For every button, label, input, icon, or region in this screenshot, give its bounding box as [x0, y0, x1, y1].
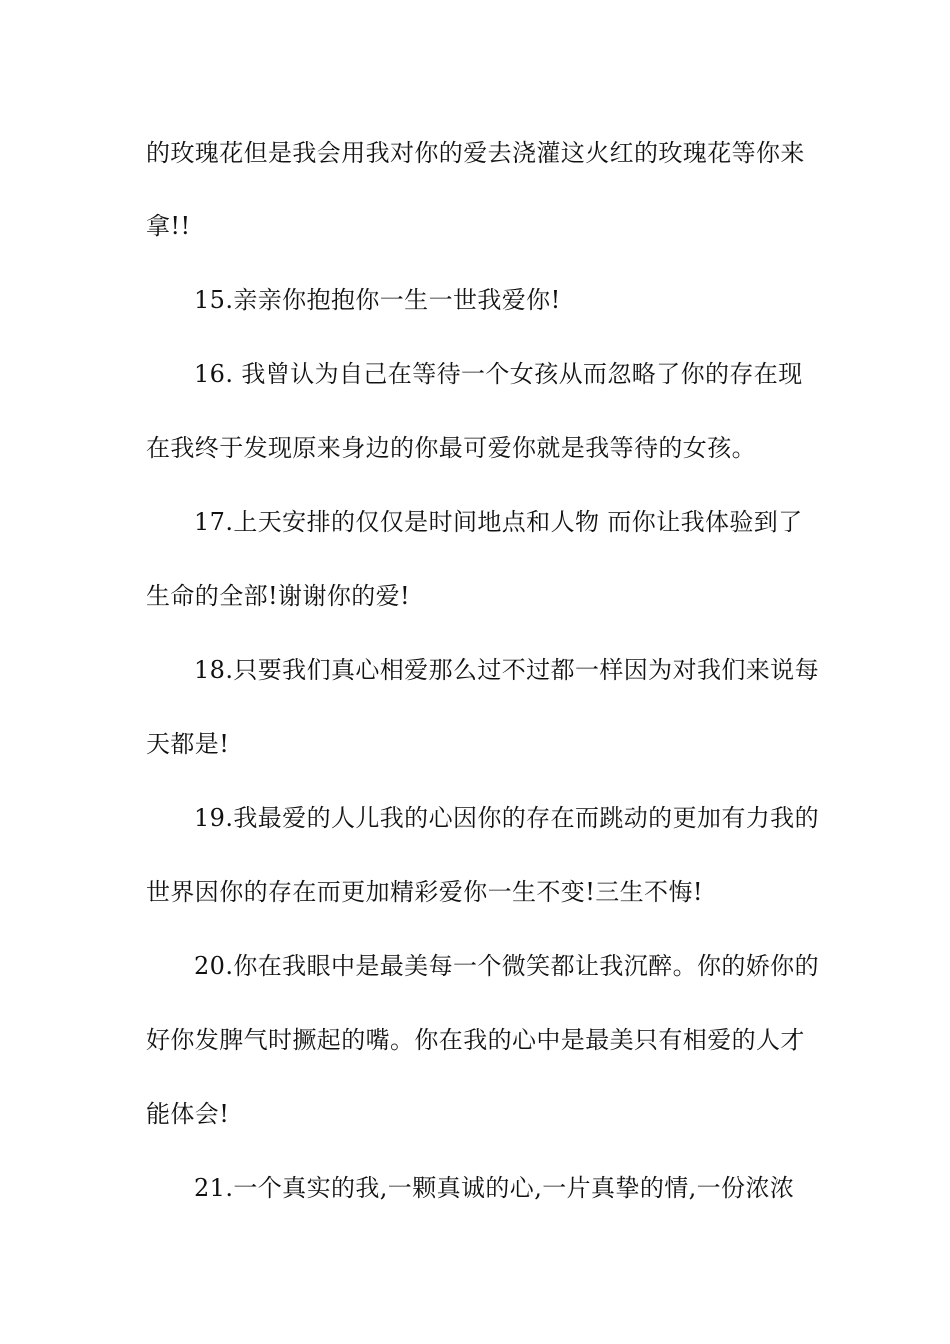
text-line-6: 17.上天安排的仅仅是时间地点和人物 而你让我体验到了 — [194, 508, 803, 536]
text-line-5: 在我终于发现原来身边的你最可爱你就是我等待的女孩。 — [146, 434, 756, 462]
text-line-10: 19.我最爱的人儿我的心因你的存在而跳动的更加有力我的 — [194, 804, 819, 832]
text-line-11: 世界因你的存在而更加精彩爱你一生不变!三生不悔! — [146, 878, 703, 906]
text-line-2: 拿!! — [146, 212, 191, 240]
text-line-7: 生命的全部!谢谢你的爱! — [146, 582, 411, 610]
text-line-13: 好你发脾气时撅起的嘴。你在我的心中是最美只有相爱的人才 — [146, 1026, 805, 1054]
text-line-8: 18.只要我们真心相爱那么过不过都一样因为对我们来说每 — [194, 656, 819, 684]
text-line-3: 15.亲亲你抱抱你一生一世我爱你! — [194, 286, 561, 314]
text-line-12: 20.你在我眼中是最美每一个微笑都让我沉醉。你的娇你的 — [194, 952, 819, 980]
text-line-14: 能体会! — [146, 1100, 230, 1128]
text-line-4: 16. 我曾认为自己在等待一个女孩从而忽略了你的存在现 — [194, 360, 803, 388]
text-line-1: 的玫瑰花但是我会用我对你的爱去浇灌这火红的玫瑰花等你来 — [146, 139, 805, 167]
text-line-9: 天都是! — [146, 730, 230, 758]
text-line-15: 21.一个真实的我,一颗真诚的心,一片真挚的情,一份浓浓 — [194, 1174, 795, 1202]
